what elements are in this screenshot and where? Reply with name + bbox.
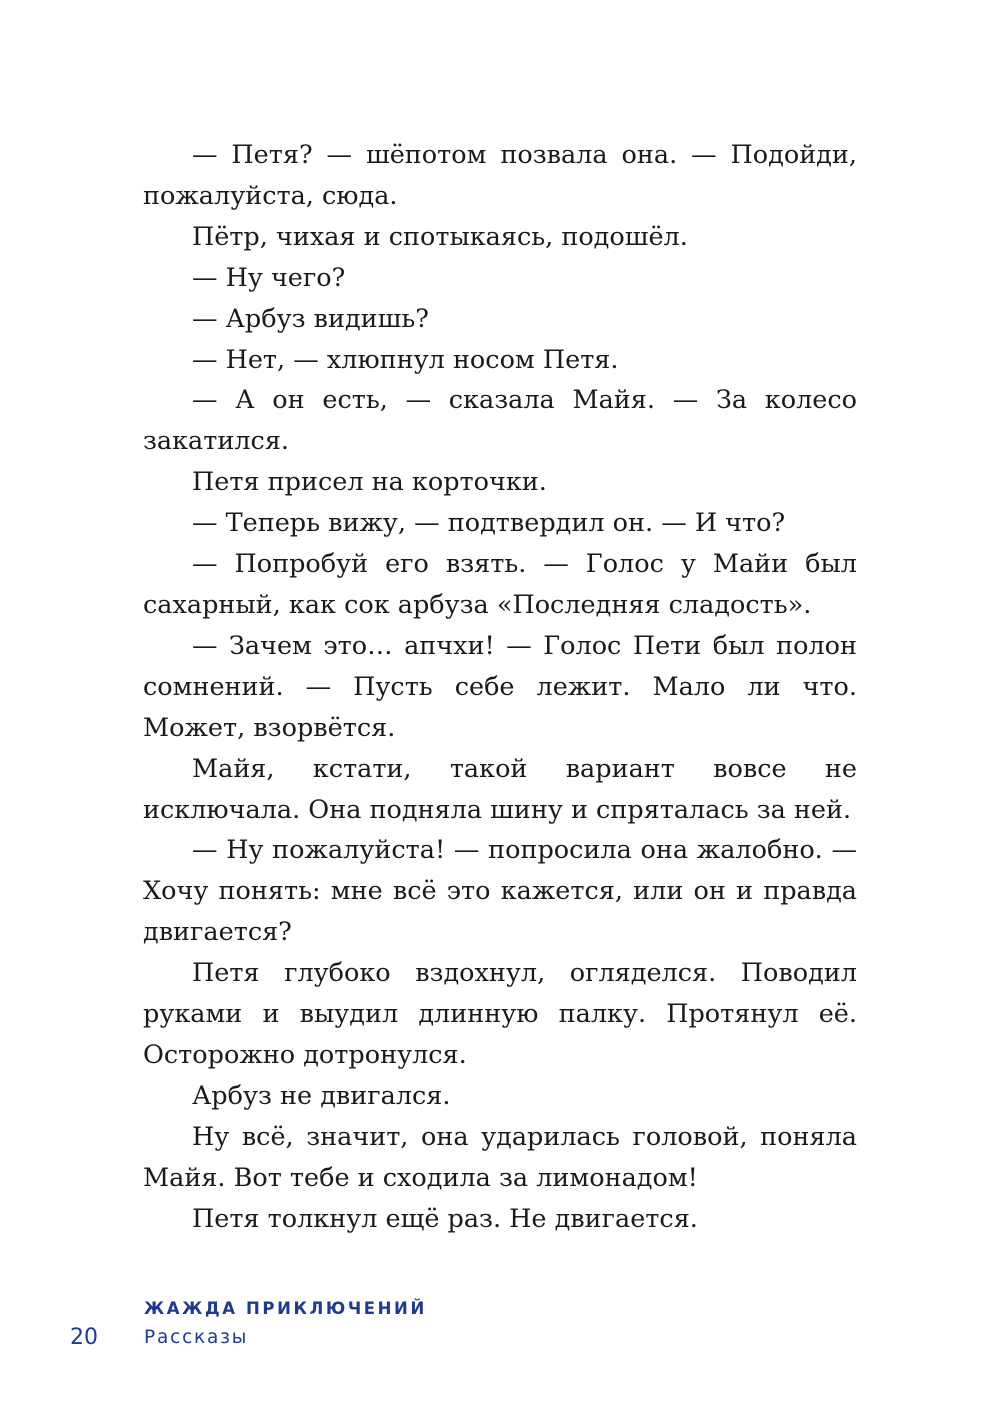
- paragraph: — А он есть, — сказала Майя. — За колесо закатился.: [143, 385, 857, 457]
- paragraph: Майя, кстати, такой вариант вовсе не исключала. Она подняла шину и спряталась за ней.: [143, 753, 857, 825]
- footer-series-title: ЖАЖДА ПРИКЛЮЧЕНИЙ: [144, 1299, 427, 1318]
- paragraph: — Зачем это… апчхи! — Голос Пети был полон сомнений. — Пусть себе лежит. Мало ли что. Может, взорвётся.: [143, 630, 857, 743]
- page-body: [143, 135, 857, 1239]
- paragraph: Петя глубоко вздохнул, огляделся. Поводил руками и выудил длинную палку. Протянул её. Осторожно дотронулся.: [143, 958, 857, 1070]
- paragraph: — Теперь вижу, — подтвердил он. — И что?: [192, 508, 786, 539]
- paragraph: Ну всё, значит, она ударилась головой, поняла Майя. Вот тебе и сходила за лимонадом!: [143, 1121, 857, 1193]
- paragraph: — Нет, — хлюпнул носом Петя.: [192, 344, 619, 375]
- paragraph: — Ну чего?: [192, 262, 346, 293]
- paragraph: Петя толкнул ещё раз. Не двигается.: [192, 1203, 698, 1234]
- page-number: 20: [70, 1325, 98, 1350]
- paragraph: Арбуз не двигался.: [192, 1080, 451, 1111]
- paragraph: — Арбуз видишь?: [192, 303, 429, 334]
- paragraph: — Петя? — шёпотом позвала она. — Подойди, пожалуйста, сюда.: [143, 140, 857, 211]
- paragraph: — Ну пожалуйста! — попросила она жалобно. — Хочу понять: мне всё это кажется, или он и правда двигается?: [143, 835, 857, 948]
- paragraph: Петя присел на корточки.: [192, 467, 547, 498]
- paragraph: Пётр, чихая и спотыкаясь, подошёл.: [192, 221, 688, 252]
- footer-subtitle: Рассказы: [144, 1327, 249, 1348]
- paragraph: — Попробуй его взять. — Голос у Майи был сахарный, как сок арбуза «Последняя сладость».: [143, 549, 857, 620]
